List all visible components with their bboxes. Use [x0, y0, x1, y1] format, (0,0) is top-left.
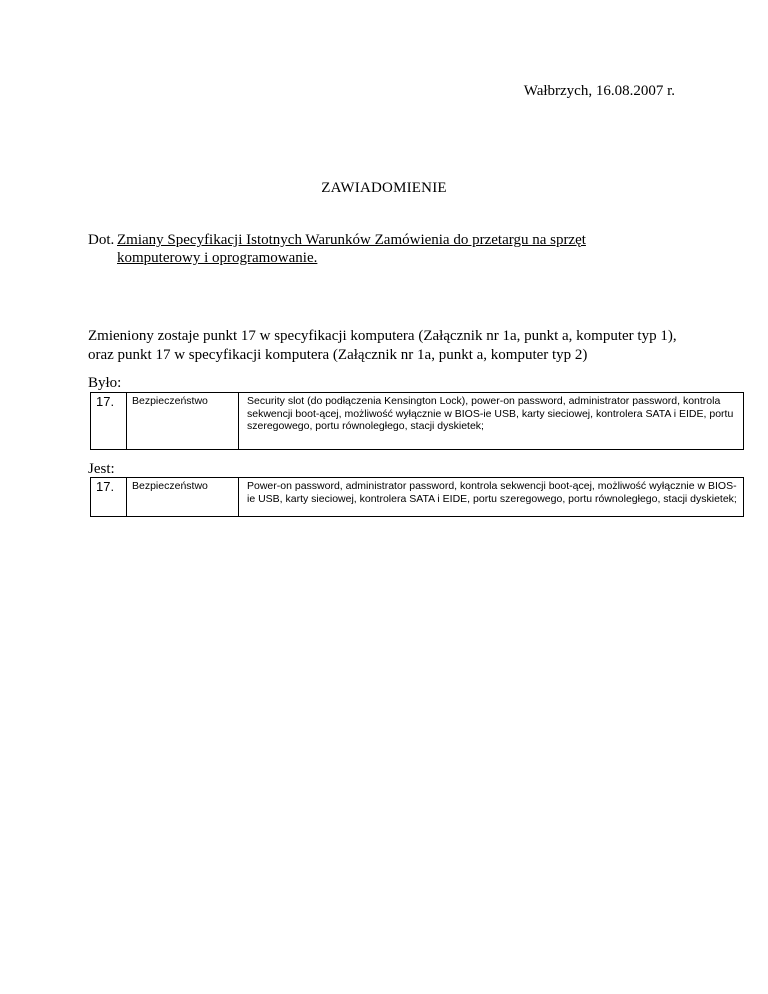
- intro-paragraph: Zmieniony zostaje punkt 17 w specyfikacji komputera (Załącznik nr 1a, punkt a, komputer typ 1), oraz punkt 17 w specyfikacji komputera (Załącznik nr 1a, punkt a, komputer typ 2): [88, 328, 677, 363]
- subject-label: Dot.: [88, 232, 115, 248]
- table-row: [91, 478, 744, 517]
- item-number: 17.: [91, 478, 127, 517]
- item-description: Power-on password, administrator password, kontrola sekwencji boot-ącej, możliwość wyłącznie w BIOS-ie USB, karty sieciowej, kontrolera SATA i EIDE, portu szeregowego, portu równoległego, stacji dyskietek;: [239, 478, 744, 517]
- place-and-date: Wałbrzych, 16.08.2007 r.: [523, 83, 675, 99]
- item-number: 17.: [91, 393, 127, 450]
- is-label: Jest:: [88, 461, 115, 477]
- item-category: Bezpieczeństwo: [127, 478, 239, 517]
- item-description: Security slot (do podłączenia Kensington Lock), power-on password, administrator password, kontrola sekwencji boot-ącej, możliwość wyłącznie w BIOS-ie USB, karty sieciowej, kontrolera SATA i EIDE, portu szeregowego, portu równoległego, stacji dyskietek;: [239, 393, 744, 450]
- was-spec-table: [90, 392, 744, 450]
- item-category: Bezpieczeństwo: [127, 393, 239, 450]
- document-title: ZAWIADOMIENIE: [321, 180, 447, 196]
- was-label: Było:: [88, 375, 122, 391]
- is-spec-table: [90, 477, 744, 517]
- subject-text: Zmiany Specyfikacji Istotnych Warunków Zamówienia do przetargu na sprzęt komputerowy i oprogramowanie.: [117, 232, 586, 266]
- table-row: [91, 393, 744, 450]
